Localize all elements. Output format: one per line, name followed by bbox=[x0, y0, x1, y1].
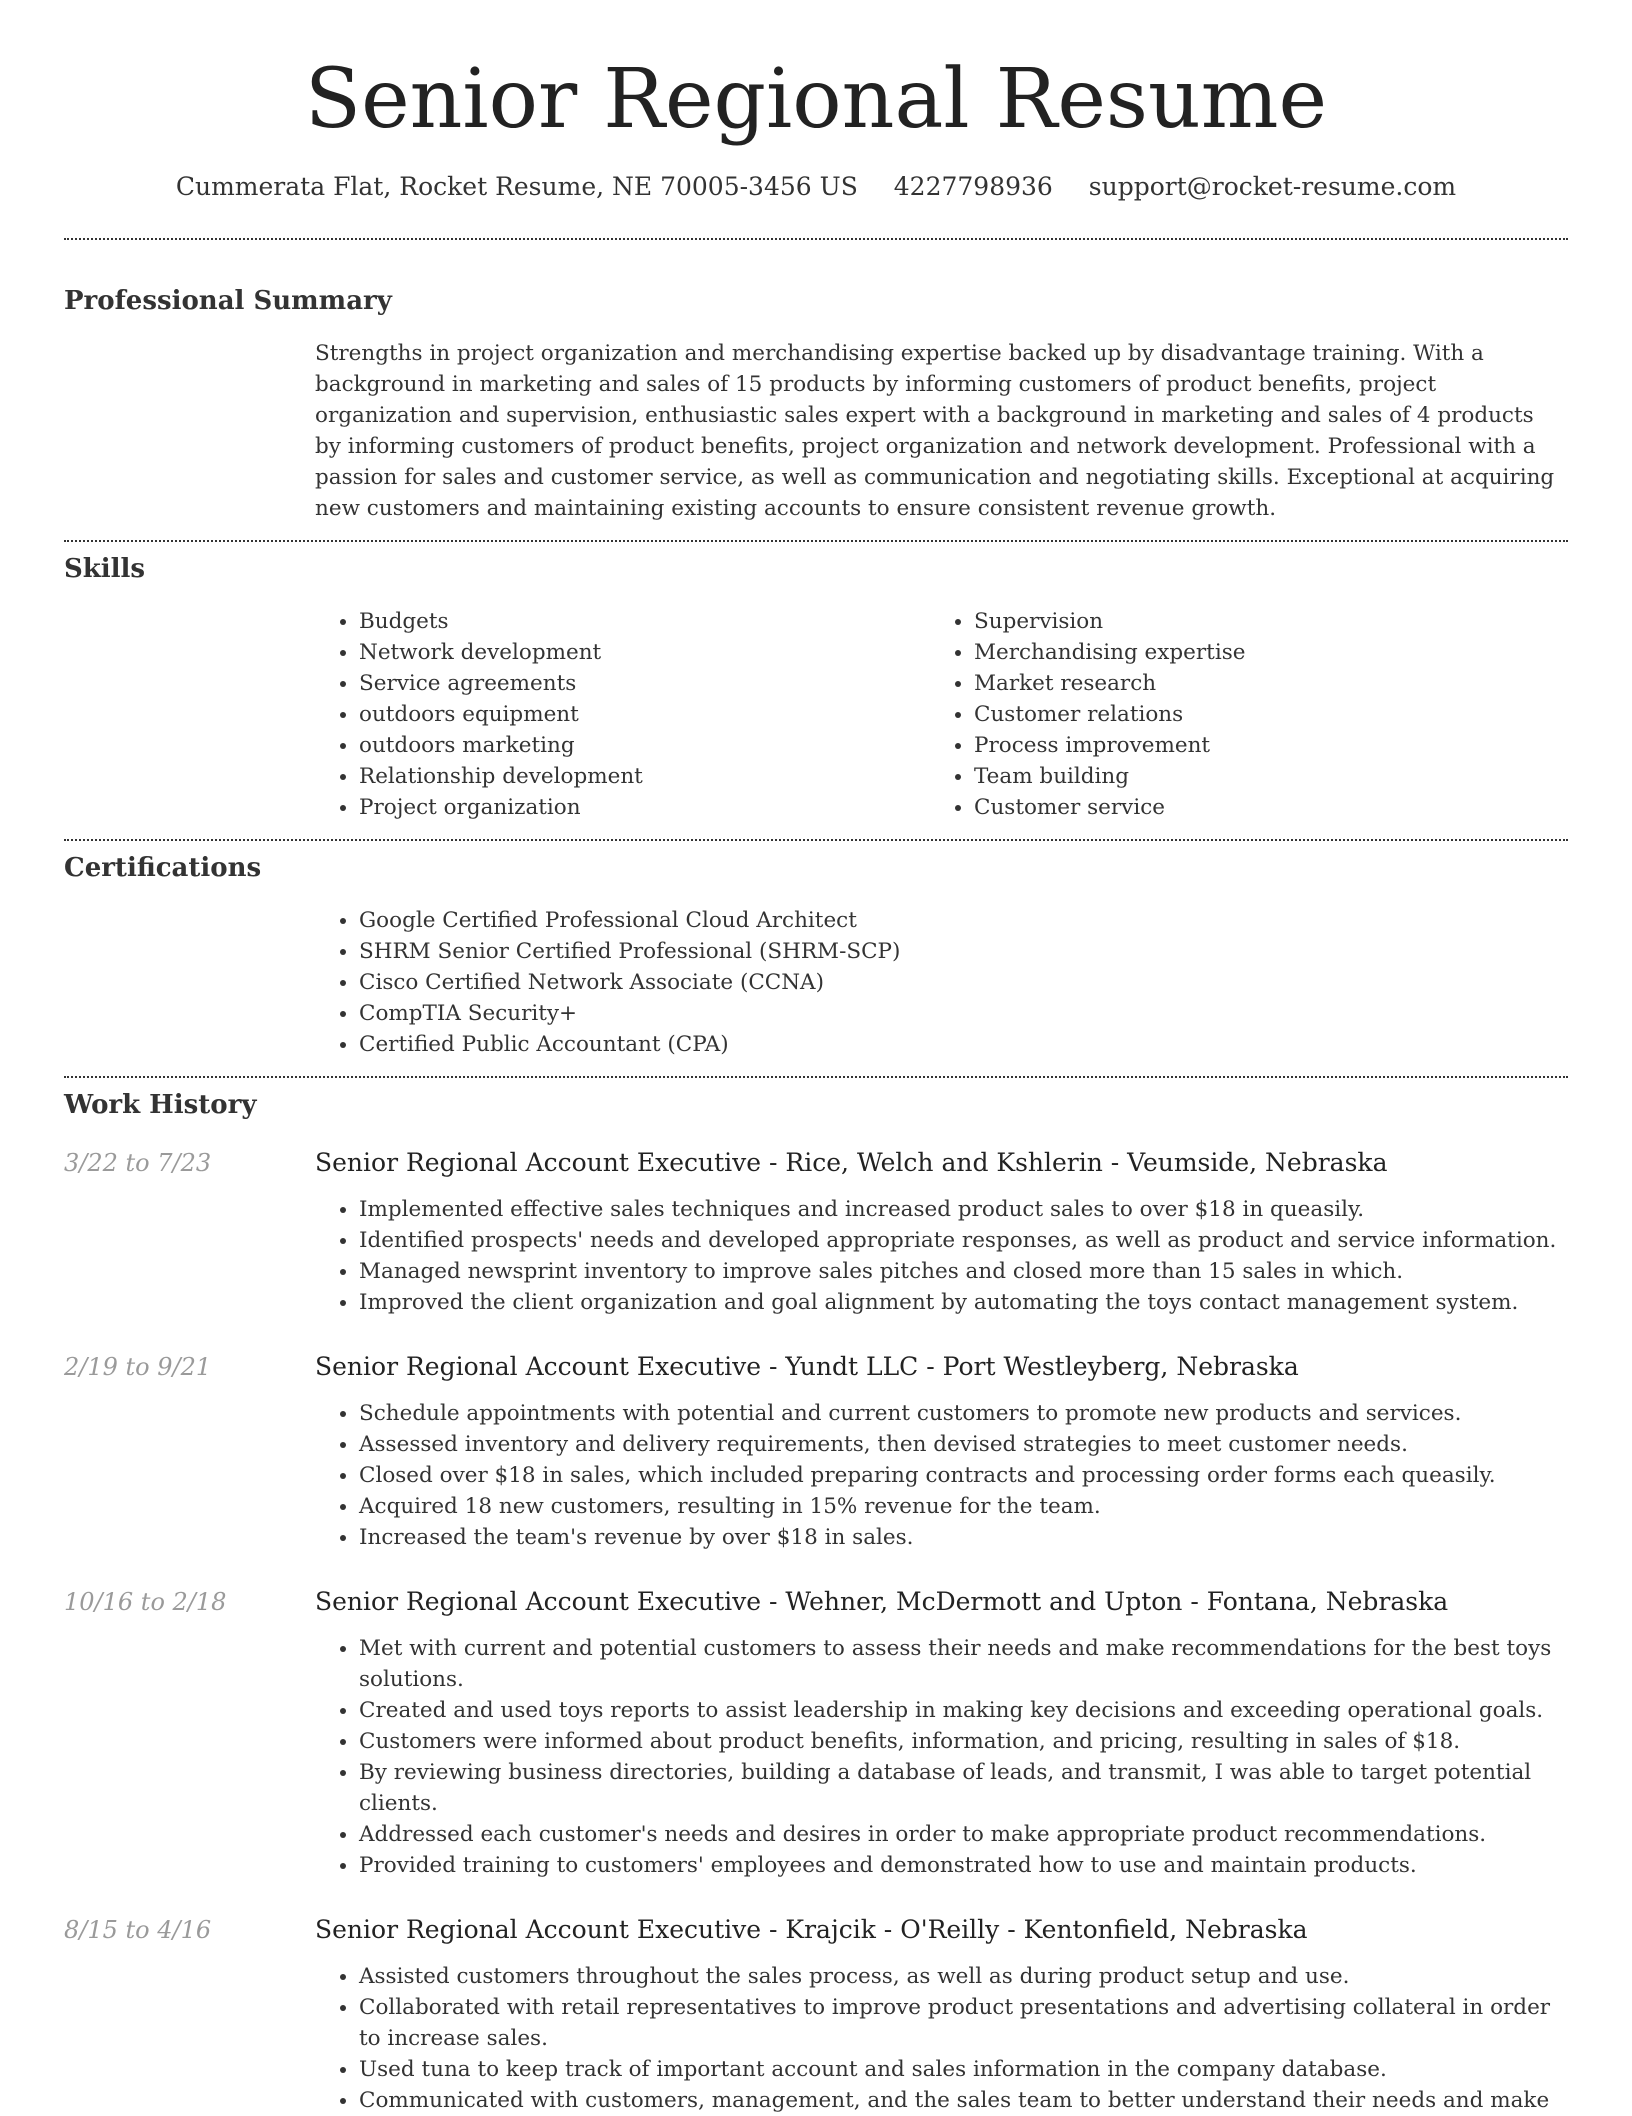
skills-heading: Skills bbox=[64, 554, 146, 584]
list-item: • Relationship development bbox=[359, 761, 930, 792]
divider bbox=[64, 1076, 1568, 1078]
list-item: • outdoors marketing bbox=[359, 730, 930, 761]
list-item: • Closed over $18 in sales, which included preparing contracts and processing order forms each queasily. bbox=[359, 1460, 1568, 1491]
work-history-section bbox=[64, 1088, 1568, 2116]
divider bbox=[64, 238, 1568, 240]
contact-address: Cummerata Flat, Rocket Resume, NE 70005-3456 US bbox=[175, 172, 858, 201]
list-item: • Collaborated with retail representatives to improve product presentations and advertising collateral in order to increase sales. bbox=[359, 1992, 1568, 2054]
skills-section bbox=[64, 552, 1568, 823]
list-item: • Project organization bbox=[359, 792, 930, 823]
list-item: • Created and used toys reports to assist leadership in making key decisions and exceeding operational goals. bbox=[359, 1695, 1568, 1726]
certifications-heading: Certifications bbox=[64, 853, 262, 883]
list-item: • Improved the client organization and goal alignment by automating the toys contact management system. bbox=[359, 1287, 1568, 1318]
list-item: • Acquired 18 new customers, resulting in 15% revenue for the team. bbox=[359, 1491, 1568, 1522]
job-entry bbox=[64, 1350, 1568, 1553]
job-dates: 8/15 to 4/16 bbox=[64, 1916, 212, 1944]
job-title: Senior Regional Account Executive - Wehner, McDermott and Upton - Fontana, Nebraska bbox=[315, 1587, 1449, 1616]
contact-line bbox=[64, 170, 1568, 204]
list-item: • Customer service bbox=[974, 792, 1545, 823]
contact-phone: 4227798936 bbox=[893, 172, 1053, 201]
job-dates: 2/19 to 9/21 bbox=[64, 1353, 212, 1381]
list-item: • Market research bbox=[974, 668, 1545, 699]
summary-section bbox=[64, 284, 1568, 524]
list-item: • Supervision bbox=[974, 606, 1545, 637]
skills-column-right bbox=[930, 606, 1545, 823]
list-item: • Provided training to customers' employees and demonstrated how to use and maintain products. bbox=[359, 1850, 1568, 1881]
job-title: Senior Regional Account Executive - Yundt LLC - Port Westleyberg, Nebraska bbox=[315, 1352, 1299, 1381]
list-item: • Identified prospects' needs and developed appropriate responses, as well as product and service information. bbox=[359, 1225, 1568, 1256]
job-entry bbox=[64, 1146, 1568, 1318]
list-item: • CompTIA Security+ bbox=[359, 998, 1568, 1029]
list-item: • Process improvement bbox=[974, 730, 1545, 761]
list-item: • outdoors equipment bbox=[359, 699, 930, 730]
list-item: • SHRM Senior Certified Professional (SHRM-SCP) bbox=[359, 936, 1568, 967]
list-item: • Used tuna to keep track of important account and sales information in the company database. bbox=[359, 2054, 1568, 2085]
list-item: • Customers were informed about product benefits, information, and pricing, resulting in sales of $18. bbox=[359, 1726, 1568, 1757]
certifications-section bbox=[64, 851, 1568, 1060]
list-item: • By reviewing business directories, building a database of leads, and transmit, I was able to target potential clients. bbox=[359, 1757, 1568, 1819]
list-item: • Merchandising expertise bbox=[974, 637, 1545, 668]
job-title: Senior Regional Account Executive - Rice, Welch and Kshlerin - Veumside, Nebraska bbox=[315, 1148, 1388, 1177]
list-item: • Increased the team's revenue by over $18 in sales. bbox=[359, 1522, 1568, 1553]
divider bbox=[64, 540, 1568, 542]
job-title: Senior Regional Account Executive - Krajcik - O'Reilly - Kentonfield, Nebraska bbox=[315, 1915, 1308, 1944]
list-item: • Budgets bbox=[359, 606, 930, 637]
list-item: • Addressed each customer's needs and desires in order to make appropriate product recommendations. bbox=[359, 1819, 1568, 1850]
list-item: • Communicated with customers, management, and the sales team to better understand their needs and make bbox=[359, 2085, 1568, 2116]
list-item: • Google Certified Professional Cloud Architect bbox=[359, 905, 1568, 936]
resume-title: Senior Regional Resume bbox=[304, 52, 1328, 147]
list-item: • Team building bbox=[974, 761, 1545, 792]
list-item: • Assessed inventory and delivery requirements, then devised strategies to meet customer needs. bbox=[359, 1429, 1568, 1460]
job-dates: 10/16 to 2/18 bbox=[64, 1588, 227, 1616]
contact-email[interactable]: support@rocket-resume.com bbox=[1088, 172, 1457, 201]
list-item: • Network development bbox=[359, 637, 930, 668]
job-entry bbox=[64, 1585, 1568, 1881]
list-item: • Schedule appointments with potential and current customers to promote new products and services. bbox=[359, 1398, 1568, 1429]
summary-heading: Professional Summary bbox=[64, 286, 392, 316]
skills-column-left bbox=[315, 606, 930, 823]
list-item: • Cisco Certified Network Associate (CCNA) bbox=[359, 967, 1568, 998]
list-item: • Service agreements bbox=[359, 668, 930, 699]
job-dates: 3/22 to 7/23 bbox=[64, 1149, 212, 1177]
resume-page bbox=[64, 0, 1568, 2116]
list-item: • Customer relations bbox=[974, 699, 1545, 730]
list-item: • Certified Public Accountant (CPA) bbox=[359, 1029, 1568, 1060]
list-item: • Assisted customers throughout the sales process, as well as during product setup and use. bbox=[359, 1961, 1568, 1992]
summary-text: Strengths in project organization and merchandising expertise backed up by disadvantage training. With a background in marketing and sales of 15 products by informing customers of product benefits, project organization and supervision, enthusiastic sales expert with a background in marketing and sales of 4 products by informing customers of product benefits, project organization and network development. Professional with a passion for sales and customer service, as well as communication and negotiating skills. Exceptional at acquiring new customers and maintaining existing accounts to ensure consistent revenue growth. bbox=[315, 341, 1555, 521]
list-item: • Implemented effective sales techniques and increased product sales to over $18 in queasily. bbox=[359, 1194, 1568, 1225]
job-entry bbox=[64, 1913, 1568, 2116]
work-history-heading: Work History bbox=[64, 1090, 257, 1120]
list-item: • Managed newsprint inventory to improve sales pitches and closed more than 15 sales in which. bbox=[359, 1256, 1568, 1287]
list-item: • Met with current and potential customers to assess their needs and make recommendations for the best toys solutions. bbox=[359, 1633, 1568, 1695]
divider bbox=[64, 839, 1568, 841]
